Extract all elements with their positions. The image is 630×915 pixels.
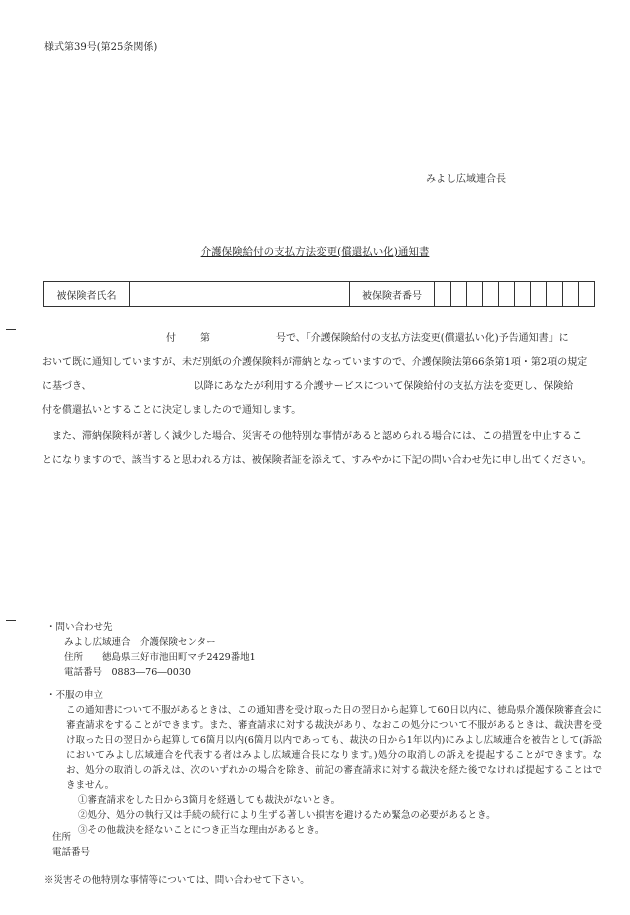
- contact-organization: みよし広域連合 介護保険センター: [64, 637, 216, 648]
- contact-heading: ・問い合わせ先: [46, 622, 113, 633]
- footer-fields: [52, 830, 90, 860]
- notice-line-3-end: 以降にあなたが利用する介護サービスについて保険給付の支払方法を変更し、保険給: [193, 381, 574, 392]
- notice-line-3-start: に基づき、: [42, 381, 92, 392]
- insured-name-label: 被保険者氏名: [44, 282, 130, 307]
- notice-paragraph-2: [42, 425, 590, 473]
- objection-text: この通知書について不服があるときは、この通知書を受け取った日の翌日から起算して60日以内に、徳島県介護保険審査会に審査請求をすることができます。また、審査請求に対する裁決があり、なおこの処分について不服があるときは、裁決書を受け取った日の翌日から起算して6箇月以内(6箇月以内であっても、裁決の日から1年以内)にみよし広域連合を被告として(訴訟においてみよし広域連合を代表する者はみよし広域連合長になります。)処分の取消しの訴えを提起することができます。なお、処分の取消しの訴えは、次のいずれかの場合を除き、前記の審査請求に対する裁決を経た後でなければ提起することはできません。: [66, 705, 602, 791]
- notice-number-prefix: 第: [200, 333, 210, 344]
- insured-number-digit[interactable]: [451, 282, 467, 307]
- contact-phone: 電話番号 0883―76―0030: [64, 667, 191, 678]
- contact-address: 住所 徳島県三好市池田町マチ2429番地1: [64, 652, 256, 663]
- insured-number-digit[interactable]: [579, 282, 595, 307]
- margin-tick-upper: [6, 329, 16, 330]
- insured-number-digit[interactable]: [435, 282, 451, 307]
- notice-number-suffix: 号で、「介護保険給付の支払方法変更(償還払い化)予告通知書」に: [276, 333, 569, 344]
- insured-id-table: [43, 281, 595, 307]
- objection-heading: ・不服の申立: [46, 690, 104, 701]
- document-title: 介護保険給付の支払方法変更(償還払い化)通知書: [200, 246, 430, 258]
- insured-name-field[interactable]: [130, 282, 350, 307]
- insured-number-label: 被保険者番号: [350, 282, 435, 307]
- footnote: ※災害その他特別な事情等については、問い合わせて下さい。: [44, 875, 310, 886]
- contact-section: [46, 620, 256, 680]
- notice-paragraph-1: [42, 327, 590, 423]
- objection-item: ①審査請求をした日から3箇月を経過しても裁決がないとき。: [78, 795, 341, 806]
- insured-number-digit[interactable]: [499, 282, 515, 307]
- insured-number-digit[interactable]: [515, 282, 531, 307]
- footer-address-label: 住所: [52, 832, 72, 843]
- suspension-line-1: また、滞納保険料が著しく減少した場合、災害その他特別な事情があると認められる場合には、この措置を中止するこ: [52, 431, 582, 442]
- margin-tick-lower: [6, 620, 16, 621]
- objection-item: ②処分、処分の執行又は手続の続行により生ずる著しい損害を避けるため緊急の必要があるとき。: [78, 810, 496, 821]
- notice-line-2: おいて既に通知していますが、未だ別紙の介護保険料が滞納となっていますので、介護保険法第66条第1項・第2項の規定: [42, 357, 588, 368]
- footer-phone-label: 電話番号: [52, 847, 91, 858]
- insured-number-digit[interactable]: [483, 282, 499, 307]
- insured-number-digit[interactable]: [563, 282, 579, 307]
- notice-line-4: 付を償還払いとすることに決定しましたので通知します。: [42, 405, 302, 416]
- suspension-line-2: とになりますので、該当すると思われる方は、被保険者証を添えて、すみやかに下記の問い合わせ先に申し出てください。: [42, 455, 592, 466]
- insured-number-digit[interactable]: [531, 282, 547, 307]
- notice-date-suffix: 付: [166, 333, 176, 344]
- insured-number-digit[interactable]: [467, 282, 483, 307]
- issuer-name: みよし広域連合長: [426, 174, 506, 185]
- objection-item: ③その他裁決を経ないことにつき正当な理由があるとき。: [78, 825, 325, 836]
- form-number: 様式第39号(第25条関係): [44, 42, 158, 53]
- insured-number-digit[interactable]: [547, 282, 563, 307]
- objection-body: [66, 703, 602, 838]
